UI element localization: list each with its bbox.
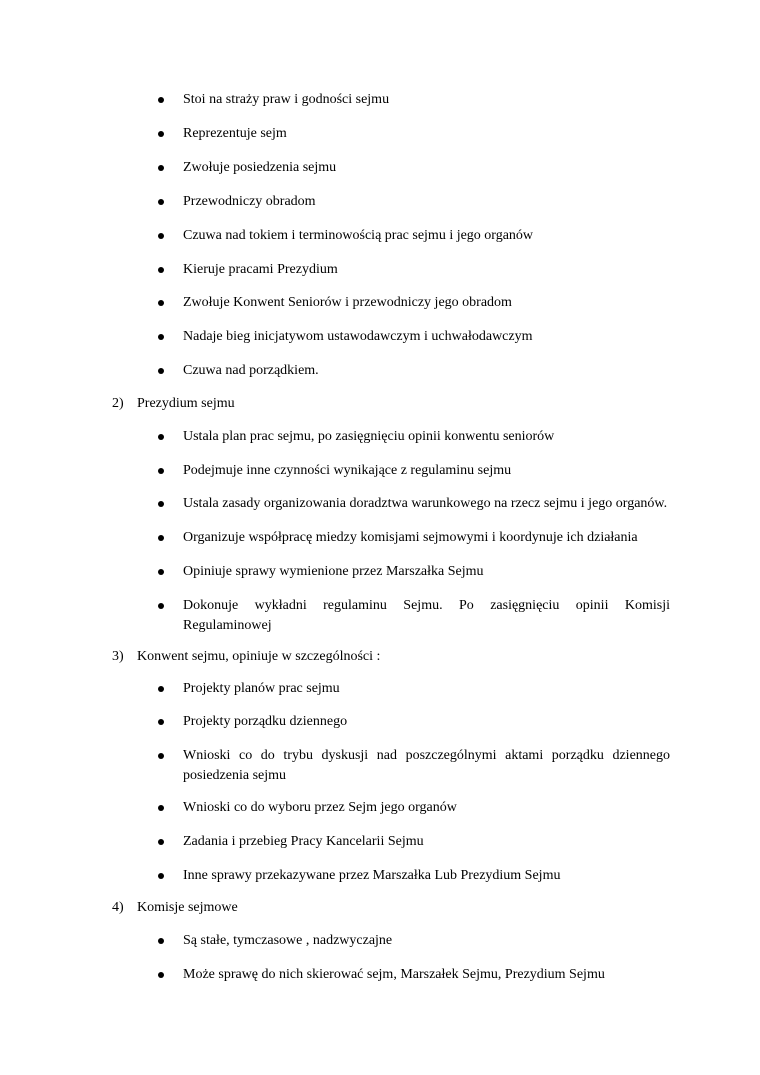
- bullet-icon: [158, 233, 164, 239]
- list-item-text: Ustala zasady organizowania doradztwa warunkowego na rzecz sejmu i jego organów.: [183, 496, 668, 511]
- list-item-text: Kieruje pracami Prezydium: [183, 262, 338, 277]
- section-number: 2): [112, 396, 124, 411]
- bullet-icon: [158, 686, 164, 692]
- list-item-text: Projekty planów prac sejmu: [183, 681, 340, 696]
- section-number: 4): [112, 900, 124, 915]
- list-item-text: Podejmuje inne czynności wynikające z regulaminu sejmu: [183, 463, 512, 478]
- bullet-icon: [158, 267, 164, 273]
- list-item-text: Wnioski co do wyboru przez Sejm jego organów: [183, 800, 457, 815]
- list-item-text: Nadaje bieg inicjatywom ustawodawczym i uchwałodawczym: [183, 329, 533, 344]
- list-item-text: Ustala plan prac sejmu, po zasięgnięciu opinii konwentu seniorów: [183, 429, 555, 444]
- bullet-icon: [158, 468, 164, 474]
- bullet-icon: [158, 97, 164, 103]
- bullet-icon: [158, 569, 164, 575]
- list-item-text: Organizuje współpracę miedzy komisjami sejmowymi i koordynuje ich działania: [183, 530, 638, 545]
- list-item-text: Dokonuje wykładni regulaminu Sejmu. Po zasięgnięciu opinii Komisji Regulaminowej: [183, 598, 670, 633]
- bullet-icon: [158, 805, 164, 811]
- bullet-icon: [158, 938, 164, 944]
- list-item-text: Zwołuje Konwent Seniorów i przewodniczy jego obradom: [183, 295, 512, 310]
- list-item-text: Projekty porządku dziennego: [183, 714, 348, 729]
- bullet-icon: [158, 131, 164, 137]
- list-item-text: Zadania i przebieg Pracy Kancelarii Sejmu: [183, 834, 424, 849]
- list-item-text: Opiniuje sprawy wymienione przez Marszałka Sejmu: [183, 564, 484, 579]
- list-item-text: Czuwa nad tokiem i terminowością prac sejmu i jego organów: [183, 228, 534, 243]
- section-number: 3): [112, 649, 124, 664]
- list-item-text: Przewodniczy obradom: [183, 194, 316, 209]
- bullet-icon: [158, 535, 164, 541]
- bullet-icon: [158, 753, 164, 759]
- bullet-icon: [158, 199, 164, 205]
- section-title: Komisje sejmowe: [137, 900, 238, 915]
- bullet-icon: [158, 719, 164, 725]
- bullet-icon: [158, 603, 164, 609]
- bullet-icon: [158, 434, 164, 440]
- bullet-icon: [158, 839, 164, 845]
- section-title: Prezydium sejmu: [137, 396, 235, 411]
- list-item-text: Zwołuje posiedzenia sejmu: [183, 160, 337, 175]
- bullet-icon: [158, 873, 164, 879]
- list-item-text: Wnioski co do trybu dyskusji nad poszczególnymi aktami porządku dziennego posiedzenia sejmu: [183, 748, 670, 783]
- bullet-icon: [158, 368, 164, 374]
- bullet-icon: [158, 165, 164, 171]
- list-item-text: Są stałe, tymczasowe , nadzwyczajne: [183, 933, 393, 948]
- bullet-icon: [158, 501, 164, 507]
- list-item-text: Może sprawę do nich skierować sejm, Marszałek Sejmu, Prezydium Sejmu: [183, 967, 605, 982]
- list-item-text: Inne sprawy przekazywane przez Marszałka Lub Prezydium Sejmu: [183, 868, 561, 883]
- list-item-text: Stoi na straży praw i godności sejmu: [183, 92, 390, 107]
- list-item-text: Czuwa nad porządkiem.: [183, 363, 319, 378]
- bullet-icon: [158, 334, 164, 340]
- list-item-text: Reprezentuje sejm: [183, 126, 287, 141]
- section-title: Konwent sejmu, opiniuje w szczególności :: [137, 649, 381, 664]
- bullet-icon: [158, 972, 164, 978]
- bullet-icon: [158, 300, 164, 306]
